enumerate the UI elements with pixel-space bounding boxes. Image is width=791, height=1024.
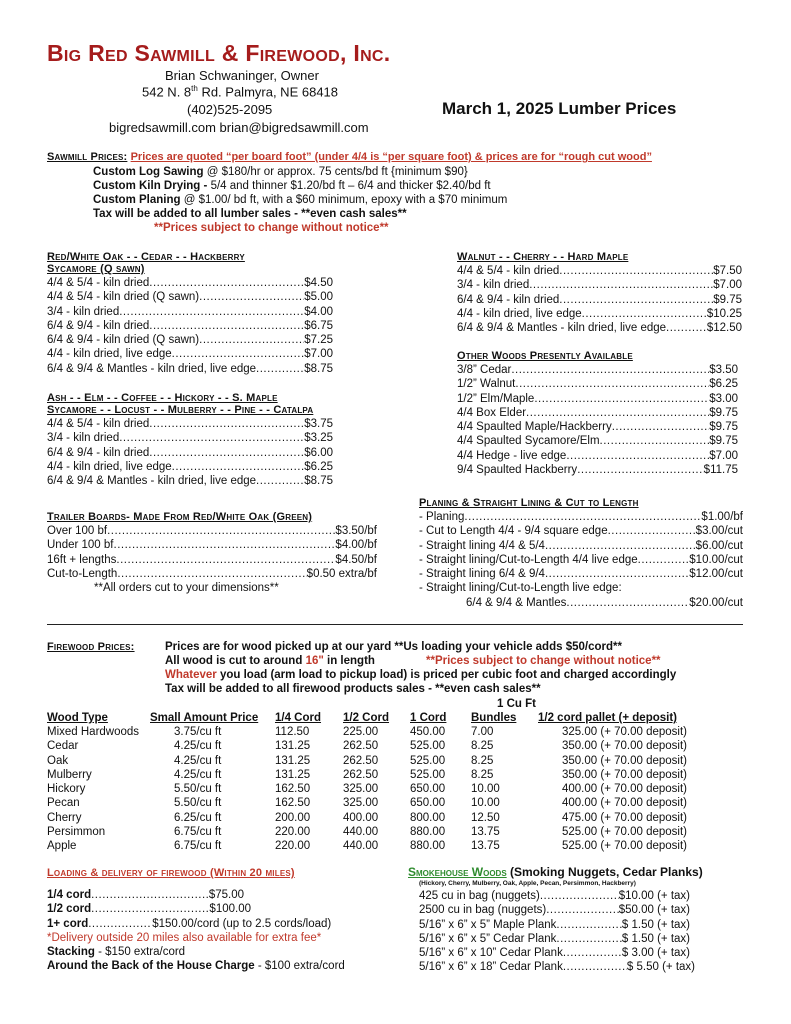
wood-type-cell: Cherry (47, 811, 82, 824)
smokehouse-species: (Hickory, Cherry, Mulberry, Oak, Apple, Pecan, Persimmon, Hackberry) (419, 880, 636, 887)
small-amount-cell: 4.25/cu ft (174, 754, 222, 767)
quarter-cord-cell: 220.00 (275, 826, 311, 839)
trailer-note: **All orders cut to your dimensions** (94, 582, 279, 595)
pallet-cell: 350.00 (+ 70.00 deposit) (562, 768, 687, 781)
small-amount-cell: 6.75/cu ft (174, 840, 222, 853)
one-cord-cell: 525.00 (410, 768, 446, 781)
wood-type-cell: Pecan (47, 797, 80, 810)
bundles-cell: 7.00 (471, 726, 494, 738)
pallet-cell: 525.00 (+ 70.00 deposit) (562, 840, 687, 853)
firewood-line-4: Tax will be added to all firewood products sales - **even cash sales** (165, 683, 541, 695)
one-cord-cell: 800.00 (410, 811, 446, 824)
price-row: Cut-to-Length ..... $0.50 extra/bf (47, 567, 377, 581)
price-row: 6/4 & 9/4 - kiln dried ..... $6.00 (47, 446, 333, 460)
price-row: 4/4 & 5/4 - kiln dried ..... $4.50 (47, 276, 333, 290)
small-amount-cell: 3.75/cu ft (174, 726, 222, 738)
trailer-heading: Trailer Boards- Made From Red/White Oak (Green) (47, 511, 313, 523)
stacking-line: Stacking - $150 extra/cord (47, 946, 186, 959)
sawmill-line-tax: Tax will be added to all lumber sales - **even cash sales** (93, 208, 407, 220)
half-cord-cell: 225.00 (343, 726, 379, 738)
document-title: March 1, 2025 Lumber Prices (442, 99, 677, 118)
delivery-note: *Delivery outside 20 miles also available for extra fee* (47, 931, 322, 944)
price-row: 6/4 & 9/4 & Mantles - kiln dried, live edge ..... $8.75 (47, 362, 333, 376)
small-amount-cell: 5.50/cu ft (174, 797, 222, 810)
pallet-cell: 400.00 (+ 70.00 deposit) (562, 783, 687, 796)
bundles-cell: 13.75 (471, 840, 500, 853)
one-cord-cell: 880.00 (410, 840, 446, 853)
wood-type-cell: Cedar (47, 740, 79, 753)
wood-type-cell: Apple (47, 840, 77, 853)
price-row: - Straight lining/Cut-to-Length 4/4 live edge ..... $10.00/cut (419, 553, 743, 567)
firewood-table (47, 711, 733, 854)
wood-type-cell: Oak (47, 754, 69, 767)
price-row: 3/4 - kiln dried ..... $7.00 (457, 278, 742, 292)
price-row: 6/4 & 9/4 - kiln dried (Q sawn) ..... $7.25 (47, 333, 333, 347)
price-row: Over 100 bf ..... $3.50/bf (47, 524, 377, 538)
loading-section (47, 888, 397, 974)
smokehouse-section (419, 889, 719, 975)
half-cord-cell: 440.00 (343, 840, 379, 853)
col-half-cord: 1/2 Cord (343, 712, 390, 724)
quarter-cord-cell: 112.50 (275, 726, 310, 738)
table-row (47, 839, 733, 853)
col-small-amount: Small Amount Price (150, 712, 259, 724)
small-amount-cell: 6.25/cu ft (174, 811, 222, 824)
one-cord-cell: 450.00 (410, 726, 446, 738)
table-row (47, 825, 733, 839)
trailer-section (47, 511, 377, 595)
ash-section (47, 392, 333, 488)
price-row: 4/4 & 5/4 - kiln dried ..... $3.75 (47, 417, 333, 431)
table-row (47, 768, 733, 782)
quarter-cord-cell: 220.00 (275, 840, 311, 853)
owner-name: Brian Schwaninger, Owner (165, 68, 319, 83)
company-name: Big Red Sawmill & Firewood, Inc. (47, 40, 391, 66)
bundles-cell: 12.50 (471, 811, 500, 824)
house-charge-line: Around the Back of the House Charge - $100 extra/cord (47, 960, 345, 973)
pallet-cell: 350.00 (+ 70.00 deposit) (562, 754, 687, 767)
firewood-change-notice: **Prices subject to change without notice** (426, 655, 661, 667)
price-row: 4/4 & 5/4 - kiln dried ..... $7.50 (457, 264, 742, 278)
bundles-cell: 13.75 (471, 826, 500, 839)
col-bundles: Bundles (471, 712, 517, 724)
col-one-cord: 1 Cord (410, 712, 447, 724)
oak-heading: Red/White Oak - - Cedar - - Hackberry (47, 251, 245, 263)
price-row: 4/4 Spaulted Sycamore/Elm ..... $9.75 (457, 434, 738, 448)
pallet-cell: 400.00 (+ 70.00 deposit) (562, 797, 687, 810)
sawmill-change-notice: **Prices subject to change without notice** (154, 222, 389, 234)
quarter-cord-cell: 200.00 (275, 811, 311, 824)
price-row: 5/16” x 6” x 10” Cedar Plank ..... $ 3.00 (+ tax) (419, 946, 690, 960)
wood-type-cell: Mulberry (47, 768, 92, 781)
price-row: 425 cu in bag (nuggets) ..... $10.00 (+ tax) (419, 889, 690, 903)
table-row (47, 739, 733, 753)
sawmill-label: Sawmill Prices: (47, 151, 128, 163)
price-row: 4/4 Hedge - live edge ..... $7.00 (457, 449, 738, 463)
wood-type-cell: Persimmon (47, 826, 106, 839)
small-amount-cell: 4.25/cu ft (174, 740, 222, 753)
sawmill-line-sawing: Custom Log Sawing @ $180/hr or approx. 75 cents/bd ft {minimum $90} (93, 166, 468, 178)
bundles-cell: 10.00 (471, 783, 500, 796)
sawmill-line-planing: Custom Planing @ $1.00/ bd ft, with a $60 minimum, epoxy with a $70 minimum (93, 194, 508, 206)
wood-type-cell: Mixed Hardwoods (47, 726, 140, 738)
one-cord-cell: 525.00 (410, 740, 446, 753)
price-row: 5/16” x 6” x 5” Cedar Plank ..... $ 1.50 (+ tax) (419, 932, 690, 946)
quarter-cord-cell: 162.50 (275, 783, 311, 796)
table-row (47, 725, 733, 739)
price-row: 4/4 - kiln dried, live edge ..... $6.25 (47, 460, 333, 474)
quarter-cord-cell: 162.50 (275, 797, 311, 810)
oak-section (47, 251, 333, 376)
small-amount-cell: 5.50/cu ft (174, 783, 222, 796)
one-cord-cell: 650.00 (410, 797, 446, 810)
one-cord-cell: 880.00 (410, 826, 446, 839)
price-row: 9/4 Spaulted Hackberry ..... $11.75 (457, 463, 738, 477)
price-row: Under 100 bf ..... $4.00/bf (47, 538, 377, 552)
pallet-cell: 325.00 (+ 70.00 deposit) (562, 726, 687, 738)
price-row: 4/4 & 5/4 - kiln dried (Q sawn) ..... $5.00 (47, 290, 333, 304)
firewood-line-1: Prices are for wood picked up at our yard **Us loading your vehicle adds $50/cord** (165, 641, 622, 653)
half-cord-cell: 440.00 (343, 826, 379, 839)
half-cord-cell: 325.00 (343, 783, 379, 796)
web-email: bigredsawmill.com brian@bigredsawmill.com (109, 120, 369, 135)
half-cord-cell: 262.50 (343, 768, 379, 781)
price-row: 4/4 - kiln dried, live edge ..... $7.00 (47, 347, 333, 361)
planing-live-edge-label: - Straight lining/Cut-to-Length live edge: (419, 582, 622, 595)
quarter-cord-cell: 131.25 (275, 768, 311, 781)
price-row: 16ft + lengths ..... $4.50/bf (47, 553, 377, 567)
firewood-line-3: Whatever you load (arm load to pickup load) is priced per cubic foot and charged accordingly (165, 669, 677, 681)
price-row: 3/4 - kiln dried ..... $4.00 (47, 305, 333, 319)
table-header-row (47, 711, 733, 725)
quarter-cord-cell: 131.25 (275, 740, 311, 753)
price-row: 5/16” x 6” x 18” Cedar Plank ..... $ 5.50 (+ tax) (419, 960, 695, 974)
phone: (402)525-2095 (187, 102, 273, 117)
price-row: 1+ cord ..... $150.00/cord (up to 2.5 cords/load) (47, 917, 397, 931)
half-cord-cell: 400.00 (343, 811, 379, 824)
pallet-cell: 525.00 (+ 70.00 deposit) (562, 826, 687, 839)
price-row: 4/4 Spaulted Maple/Hackberry ..... $9.75 (457, 420, 738, 434)
loading-heading: Loading & delivery of firewood (Within 20 miles) (47, 867, 295, 879)
half-cord-cell: 262.50 (343, 740, 379, 753)
bundles-cell: 10.00 (471, 797, 500, 810)
half-cord-cell: 325.00 (343, 797, 379, 810)
price-row: 4/4 - kiln dried, live edge ..... $10.25 (457, 307, 742, 321)
price-row: 6/4 & 9/4 - kiln dried ..... $6.75 (47, 319, 333, 333)
oak-subheading: Sycamore (Q sawn) (47, 263, 145, 275)
ash-subheading: Sycamore - - Locust - - Mulberry - - Pine - - Catalpa (47, 404, 314, 416)
bundles-cell: 8.25 (471, 754, 494, 767)
planing-heading: Planing & Straight Lining & Cut to Length (419, 497, 639, 509)
price-row: 6/4 & 9/4 & Mantles - kiln dried, live edge ..... $8.75 (47, 474, 333, 488)
one-cord-cell: 650.00 (410, 783, 446, 796)
price-row: 3/4 - kiln dried ..... $3.25 (47, 431, 333, 445)
walnut-section (457, 251, 742, 335)
pallet-cell: 350.00 (+ 70.00 deposit) (562, 740, 687, 753)
firewood-line-2: All wood is cut to around 16" in length (165, 655, 375, 667)
address: 542 N. 8th Rd. Palmyra, NE 68418 (142, 84, 339, 100)
walnut-heading: Walnut - - Cherry - - Hard Maple (457, 251, 629, 263)
bundle-header-top: 1 Cu Ft (497, 698, 536, 710)
col-wood-type: Wood Type (47, 712, 108, 724)
small-amount-cell: 6.75/cu ft (174, 826, 222, 839)
price-row: 6/4 & 9/4 & Mantles ..... $20.00/cut (419, 596, 743, 610)
small-amount-cell: 4.25/cu ft (174, 768, 222, 781)
bundles-cell: 8.25 (471, 768, 494, 781)
price-row: 1/4 cord ..... $75.00 (47, 888, 244, 902)
table-row (47, 754, 733, 768)
price-row: 5/16” x 6” x 5” Maple Plank ..... $ 1.50 (+ tax) (419, 918, 690, 932)
price-row: 6/4 & 9/4 & Mantles - kiln dried, live edge ..... $12.50 (457, 321, 742, 335)
price-row: - Planing ..... $1.00/bf (419, 510, 743, 524)
col-pallet: 1/2 cord pallet (+ deposit) (538, 712, 677, 724)
price-row: 1/2” Elm/Maple ..... $3.00 (457, 392, 738, 406)
price-row: 3/8” Cedar ..... $3.50 (457, 363, 738, 377)
price-row: 1/2” Walnut ..... $6.25 (457, 377, 738, 391)
planing-section (419, 497, 743, 610)
price-row: 1/2 cord ..... $100.00 (47, 902, 251, 916)
one-cord-cell: 525.00 (410, 754, 446, 767)
price-row: 4/4 Box Elder ..... $9.75 (457, 406, 738, 420)
sawmill-section (47, 151, 652, 163)
price-row: - Straight lining 4/4 & 5/4 ..... $6.00/cut (419, 539, 743, 553)
half-cord-cell: 262.50 (343, 754, 379, 767)
quarter-cord-cell: 131.25 (275, 754, 311, 767)
price-row: 6/4 & 9/4 - kiln dried ..... $9.75 (457, 293, 742, 307)
ash-heading: Ash - - Elm - - Coffee - - Hickory - - S. Maple (47, 392, 278, 404)
sawmill-line-kiln: Custom Kiln Drying - 5/4 and thinner $1.20/bd ft – 6/4 and thicker $2.40/bd ft (93, 180, 491, 192)
table-row (47, 811, 733, 825)
table-row (47, 782, 733, 796)
section-divider (47, 624, 743, 625)
col-quarter-cord: 1/4 Cord (275, 712, 322, 724)
price-row: - Straight lining 6/4 & 9/4 ..... $12.00/cut (419, 567, 743, 581)
smokehouse-heading: Smokehouse Woods (Smoking Nuggets, Cedar Planks) (408, 865, 703, 879)
price-row: - Cut to Length 4/4 - 9/4 square edge ..... $3.00/cut (419, 524, 743, 538)
bundles-cell: 8.25 (471, 740, 494, 753)
other-woods-section (457, 350, 738, 477)
table-row (47, 796, 733, 810)
wood-type-cell: Hickory (47, 783, 86, 796)
firewood-label: Firewood Prices: (47, 641, 135, 653)
price-row: 2500 cu in bag (nuggets) ..... $50.00 (+ tax) (419, 903, 690, 917)
sawmill-note: Prices are quoted “per board foot” (under 4/4 is “per square foot) & prices are for “rough cut wood” (130, 151, 652, 163)
pallet-cell: 475.00 (+ 70.00 deposit) (562, 811, 687, 824)
other-woods-heading: Other Woods Presently Available (457, 350, 633, 362)
